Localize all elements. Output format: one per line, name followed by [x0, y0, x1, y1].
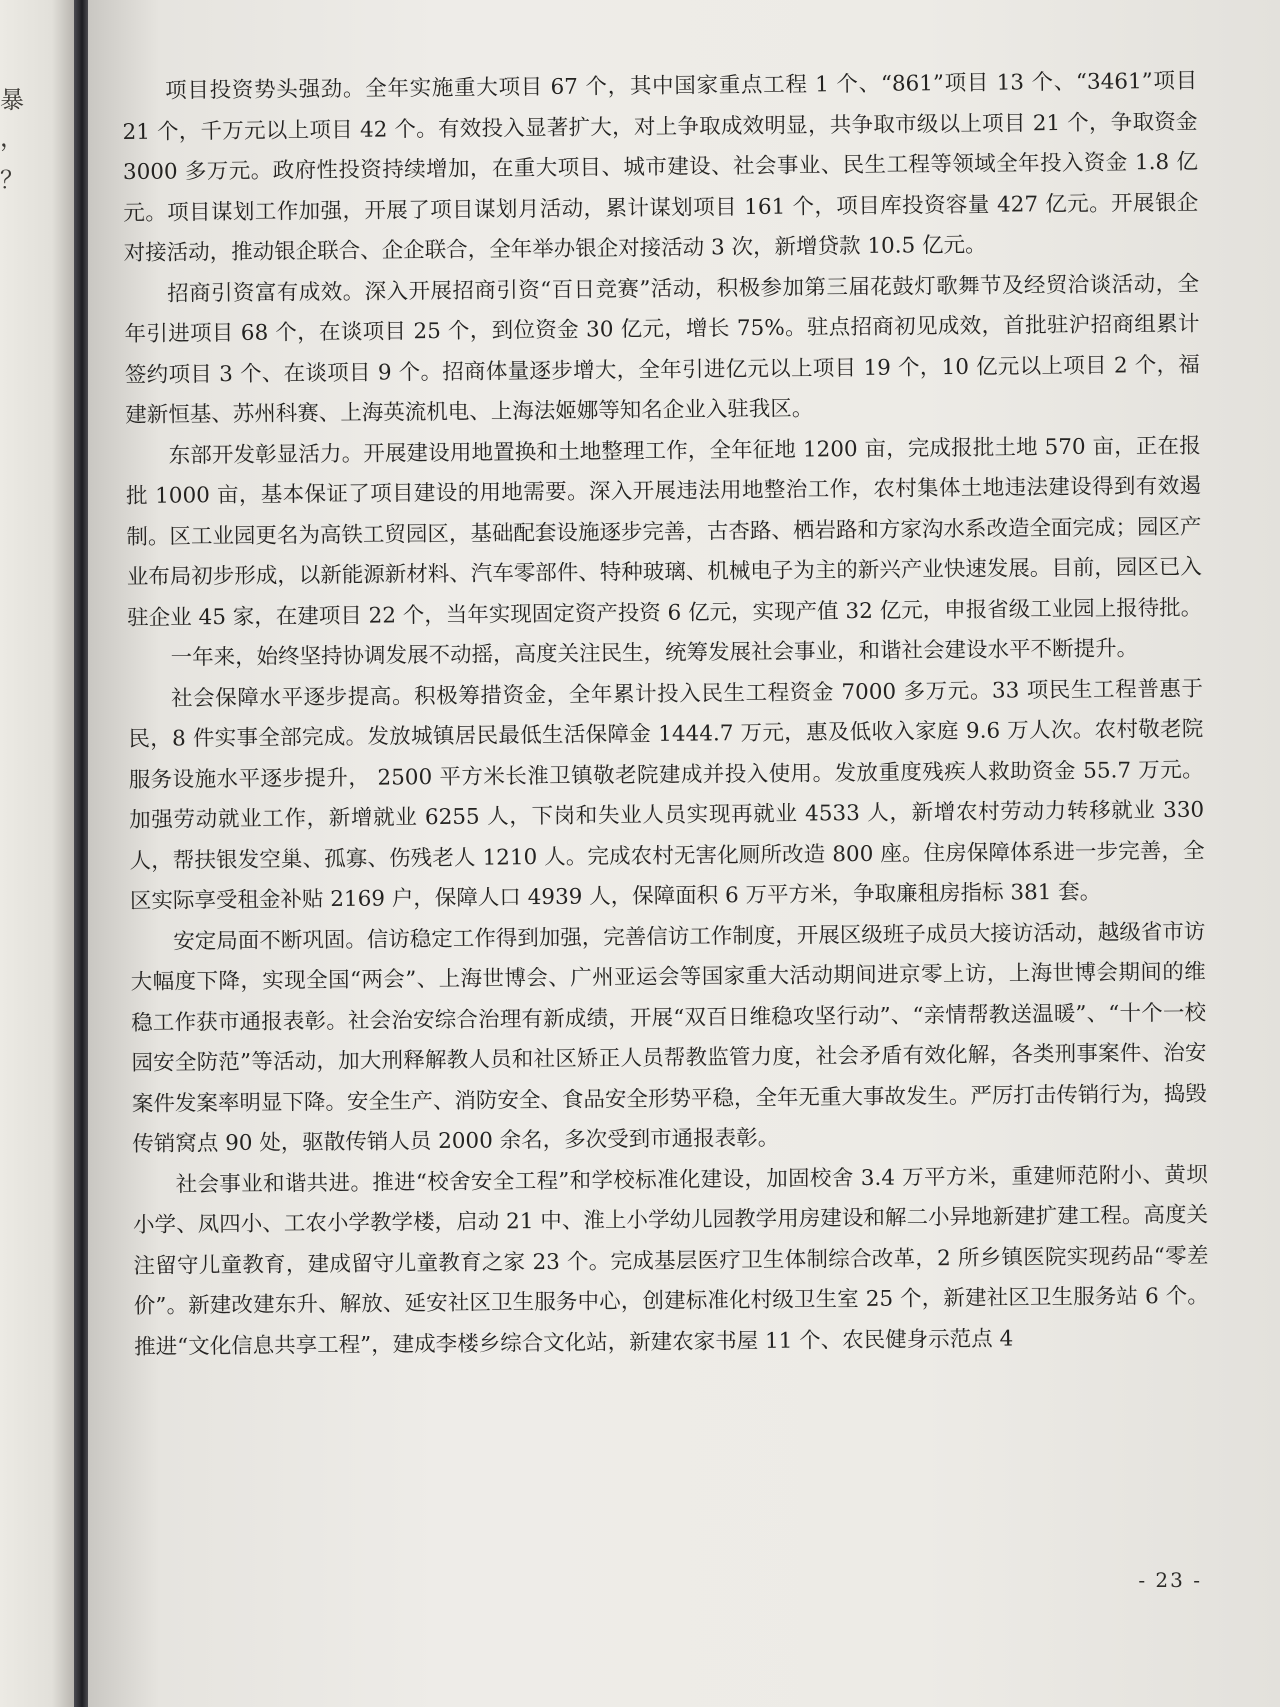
paragraph-east-development: 东部开发彰显活力。开展建设用地置换和土地整理工作，全年征地 1200 亩，完成报批土地 570 亩，正在报批 1000 亩，基本保证了项目建设的用地需要。深入开展违法用地整治工作，农村集体土地违法建设得到有效遏制。区工业园更名为高铁工贸园区，基础配套设施逐步完善，古杏路、栖岩路和方家沟水系改造全面完成；园区产业布局初步形成，以新能源新材料、汽车零部件、特种玻璃、机械电子为主的新兴产业快速发展。目前，园区已入驻企业 45 家，在建项目 22 个，当年实现固定资产投资 6 亿元，实现产值 32 亿元，申报省级工业园上报待批。 — [125, 433, 1203, 631]
page-body — [122, 62, 1209, 1368]
paragraph-social-affairs: 社会事业和谐共进。推进“校舍安全工程”和学校标准化建设，加固校舍 3.4 万平方米，重建师范附小、黄坝小学、凤四小、工农小学教学楼，启动 21 中、淮上小学幼儿园教学用房建设和解二小异地新建扩建工程。高度关注留守儿童教育，建成留守儿童教育之家 23 个。完成基层医疗卫生体制综合改革，2 所乡镇医院实现药品“零差价”。新建改建东升、解放、延安社区卫生服务中心，创建标准化村级卫生室 25 个，新建社区卫生服务站 6 个。推进“文化信息共享工程”，建成李楼乡综合文化站，新建农家书屋 11 个、农民健身示范点 4 — [132, 1162, 1209, 1360]
left-page-fragment: 暴 — [0, 86, 24, 114]
left-page-fragment: ？ — [0, 166, 24, 194]
page-number: - 23 - — [1138, 1568, 1202, 1592]
right-page — [88, 0, 1280, 1707]
left-page-edge — [0, 0, 74, 1707]
left-page-fragment: ， — [0, 124, 24, 152]
paragraph-stability: 安定局面不断巩固。信访稳定工作得到加强，完善信访工作制度，开展区级班子成员大接访活动，越级省市访大幅度下降，实现全国“两会”、上海世博会、广州亚运会等国家重大活动期间进京零上访，上海世博会期间的维稳工作获市通报表彰。社会治安综合治理有新成绩，开展“双百日维稳攻坚行动”、“亲情帮教送温暖”、“十个一校园安全防范”等活动，加大刑释解教人员和社区矫正人员帮教监管力度，社会矛盾有效化解，各类刑事案件、治安案件发案率明显下降。安全生产、消防安全、食品安全形势平稳，全年无重大事故发生。严厉打击传销行为，捣毁传销窝点 90 处，驱散传销人员 2000 余名，多次受到市通报表彰。 — [130, 919, 1207, 1157]
paragraph-overview: 一年来，始终坚持协调发展不动摇，高度关注民生，统筹发展社会事业，和谐社会建设水平不断提升。 — [170, 636, 1139, 671]
paragraph-social-security: 社会保障水平逐步提高。积极筹措资金，全年累计投入民生工程资金 7000 多万元。33 项民生工程普惠于民，8 件实事全部完成。发放城镇居民最低生活保障金 1444.7 万元，惠及低收入家庭 9.6 万人次。农村敬老院服务设施水平逐步提升， 2500 平方米长淮卫镇敬老院建成并投入使用。发放重度残疾人救助资金 55.7 万元。加强劳动就业工作，新增就业 6255 人，下岗和失业人员实现再就业 4533 人，新增农村劳动力转移就业 330 人，帮扶银发空巢、孤寡、伤残老人 1210 人。完成农村无害化厕所改造 800 座。住房保障体系进一步完善，全区实际享受租金补贴 2169 户，保障人口 4939 人，保障面积 6 万平方米，争取廉租房指标 381 套。 — [128, 676, 1205, 914]
paragraph-investment-attraction: 招商引资富有成效。深入开展招商引资“百日竞赛”活动，积极参加第三届花鼓灯歌舞节及经贸洽谈活动，全年引进项目 68 个，在谈项目 25 个，到位资金 30 亿元，增长 75%。驻点招商初见成效，首批驻沪招商组累计签约项目 3 个、在谈项目 9 个。招商体量逐步增大，全年引进亿元以上项目 19 个，10 亿元以上项目 2 个，福建新恒基、苏州科赛、上海英流机电、上海法姬娜等知名企业入驻我区。 — [124, 271, 1200, 428]
paragraph-project-investment: 项目投资势头强劲。全年实施重大项目 67 个，其中国家重点工程 1 个、“861”项目 13 个、“3461”项目 21 个，千万元以上项目 42 个。有效投入显著扩大，对上争取成效明显，共争取市级以上项目 21 个，争取资金 3000 多万元。政府性投资持续增加，在重大项目、城市建设、社会事业、民生工程等领域全年投入资金 1.8 亿元。项目谋划工作加强，开展了项目谋划月活动，累计谋划项目 161 个，项目库投资容量 427 亿元。开展银企对接活动，推动银企联合、企企联合，全年举办银企对接活动 3 次，新增贷款 10.5 亿元。 — [122, 68, 1199, 266]
